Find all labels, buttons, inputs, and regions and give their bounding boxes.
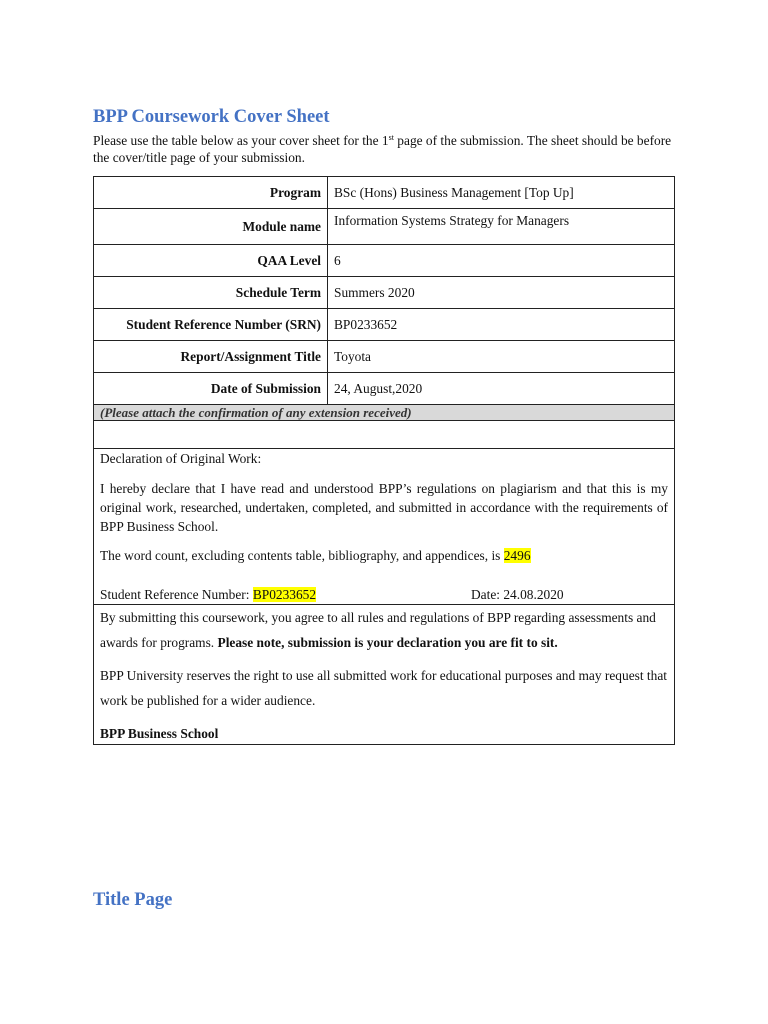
extension-note-row — [94, 405, 675, 421]
rules-text: By submitting this coursework, you agree to all rules and regulations of BPP regarding assessments and awards for programs. — [100, 610, 656, 650]
intro-part1: Please use the table below as your cover sheet for the 1 — [93, 133, 389, 148]
srn-date-line — [100, 585, 668, 604]
blank-cell — [94, 421, 675, 449]
field-row-program — [94, 177, 675, 209]
word-count-line — [100, 546, 668, 565]
extension-note: (Please attach the confirmation of any extension received) — [94, 405, 675, 421]
field-value: Information Systems Strategy for Managers — [328, 209, 675, 245]
field-label: Module name — [94, 209, 328, 245]
declaration-title: Declaration of Original Work: — [100, 451, 262, 466]
field-row-date-of-submission — [94, 373, 675, 405]
field-label: Date of Submission — [94, 373, 328, 405]
field-row-srn — [94, 309, 675, 341]
intro-text — [93, 132, 683, 166]
usage-rights-text: BPP University reserves the right to use all submitted work for educational purposes and may request that work be published for a wider audience. — [100, 668, 667, 708]
word-count-value: 2496 — [503, 548, 531, 563]
cover-sheet-heading: BPP Coursework Cover Sheet — [93, 107, 330, 127]
srn-value: BP0233652 — [252, 587, 317, 602]
rules-row — [94, 605, 675, 745]
field-label: Student Reference Number (SRN) — [94, 309, 328, 341]
word-count-text: The word count, excluding contents table, bibliography, and appendices, is — [100, 548, 504, 563]
fit-to-sit-note: Please note, submission is your declaration you are fit to sit. — [217, 635, 558, 650]
rules-paragraph — [100, 605, 668, 655]
title-page-heading: Title Page — [93, 890, 173, 910]
field-value: Summers 2020 — [328, 277, 675, 309]
cover-sheet-table — [93, 176, 675, 745]
field-label: Report/Assignment Title — [94, 341, 328, 373]
field-row-module-name — [94, 209, 675, 245]
declaration-date: Date: 24.08.2020 — [471, 587, 564, 602]
srn-label: Student Reference Number: — [100, 587, 253, 602]
field-value: BP0233652 — [328, 309, 675, 341]
intro-superscript: st — [388, 133, 394, 142]
field-row-assignment-title — [94, 341, 675, 373]
intro-part2: page of the submission. The sheet should be before the cover/title page of your submission. — [93, 133, 672, 165]
field-label: Program — [94, 177, 328, 209]
field-row-qaa-level — [94, 245, 675, 277]
field-label: Schedule Term — [94, 277, 328, 309]
field-row-schedule-term — [94, 277, 675, 309]
rules-cell — [94, 605, 675, 745]
field-value: Toyota — [328, 341, 675, 373]
declaration-body: I hereby declare that I have read and understood BPP’s regulations on plagiarism and that this is my original work, researched, undertaken, completed, and submitted in accordance with the requirements of BPP Business School. — [100, 481, 668, 534]
declaration-row — [94, 449, 675, 605]
field-value: BSc (Hons) Business Management [Top Up] — [328, 177, 675, 209]
field-value: 24, August,2020 — [328, 373, 675, 405]
school-name: BPP Business School — [100, 726, 219, 741]
field-label: QAA Level — [94, 245, 328, 277]
blank-row — [94, 421, 675, 449]
declaration-cell — [94, 449, 675, 605]
field-value: 6 — [328, 245, 675, 277]
